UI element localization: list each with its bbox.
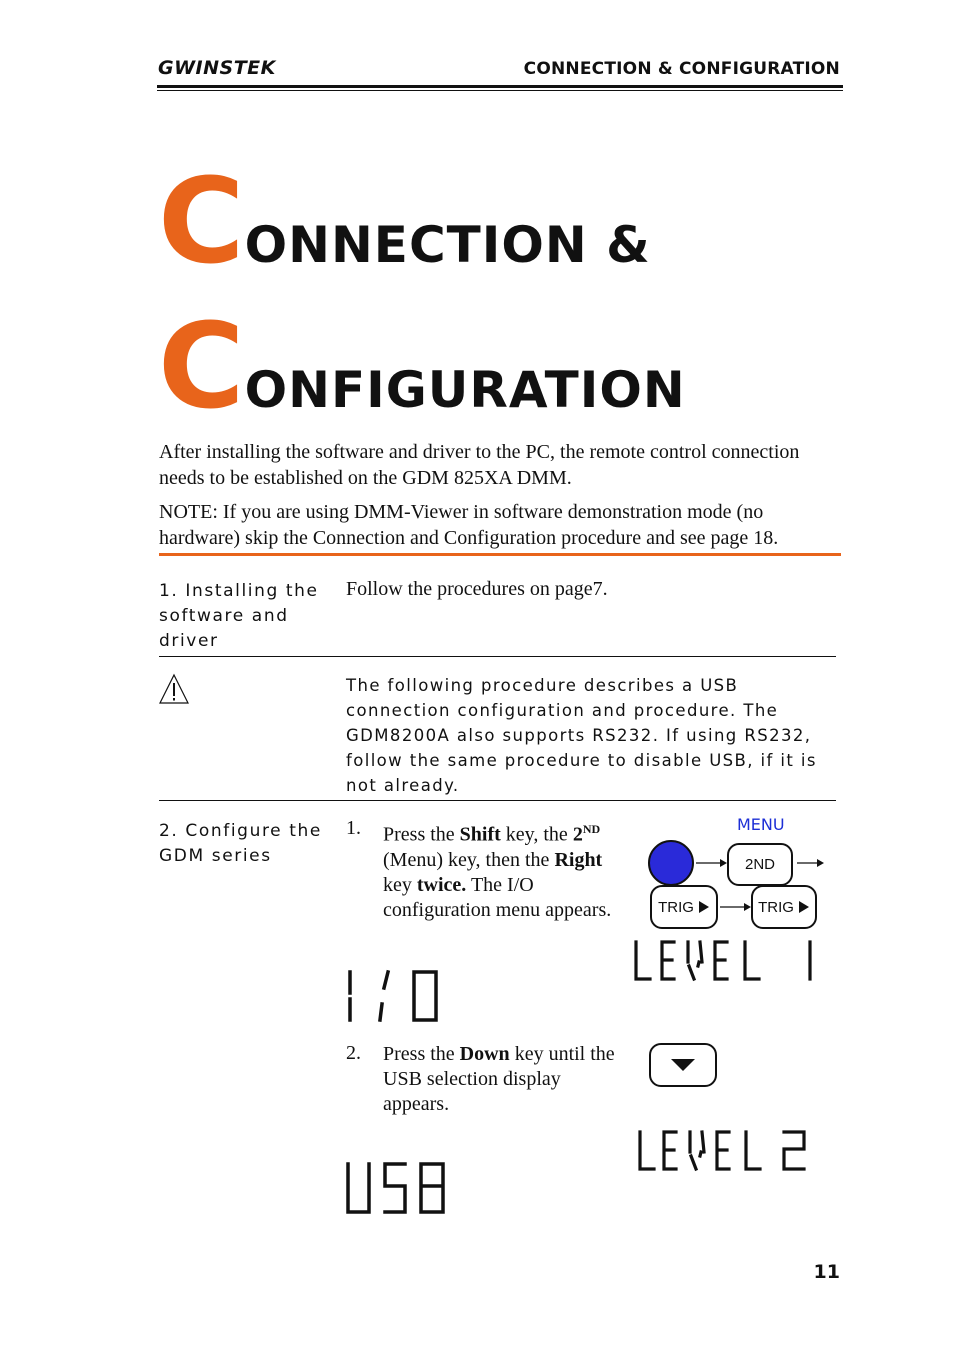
note-paragraph: NOTE: If you are using DMM-Viewer in software demonstration mode (no hardware) skip the Connection and Configuration procedure and see page 18.: [159, 501, 779, 549]
io-display: [342, 968, 442, 1028]
step-1-text: Follow the procedures on page7.: [346, 578, 608, 600]
step-1-label: 1. Installing the software and driver: [159, 581, 319, 651]
substep-1-text: Press the Shift key, the 2ND (Menu) key, then the Right key twice. The I/O configuration menu appears.: [383, 822, 612, 921]
2nd-key[interactable]: 2ND: [727, 843, 793, 886]
step-2-label: 2. Configure the GDM series: [159, 821, 322, 866]
title-rest-1: ONNECTION &: [244, 216, 651, 274]
shift-key[interactable]: [648, 840, 694, 886]
warning-icon: [158, 673, 190, 705]
gwinstek-logo: GWINSTEK: [158, 57, 276, 79]
title-rest-2: ONFIGURATION: [244, 361, 686, 419]
title-initial-2: C: [158, 297, 245, 435]
trig-key-2[interactable]: TRIG: [751, 885, 817, 929]
header-rule: [157, 85, 843, 88]
usb-display: [343, 1160, 453, 1220]
play-icon: [798, 900, 810, 914]
level-1-display: [632, 938, 817, 984]
row-divider-2: [159, 800, 836, 801]
running-header: CONNECTION & CONFIGURATION: [523, 59, 840, 79]
row-divider-1: [159, 656, 836, 657]
substep-2-number: 2.: [346, 1042, 361, 1064]
section-rule: [159, 553, 841, 556]
play-icon: [698, 900, 710, 914]
level-2-display: [636, 1128, 811, 1174]
arrow-right-icon: [694, 853, 730, 873]
trig-key-1[interactable]: TRIG: [650, 885, 718, 929]
substep-1-number: 1.: [346, 817, 361, 839]
chapter-title-line-2: [158, 297, 686, 435]
caution-text: The following procedure describes a USB connection configuration and procedure. The GDM8200A also supports RS232. If using RS232, follow the same procedure to disable USB, if it is not already.: [346, 676, 817, 795]
chapter-title-line-1: [158, 152, 651, 290]
header-rule-thin: [157, 90, 843, 91]
menu-label: MENU: [737, 815, 785, 834]
page-number: 11: [813, 1261, 840, 1283]
triangle-down-icon: [670, 1057, 696, 1073]
down-key[interactable]: [649, 1043, 717, 1087]
substep-2-text: Press the Down key until the USB selection display appears.: [383, 1043, 615, 1115]
arrow-right-icon: [795, 853, 829, 873]
title-initial-1: C: [158, 152, 245, 290]
arrow-right-icon: [718, 897, 754, 917]
intro-paragraph: After installing the software and driver to the PC, the remote control connection needs to be established on the GDM 825XA DMM.: [159, 441, 800, 489]
